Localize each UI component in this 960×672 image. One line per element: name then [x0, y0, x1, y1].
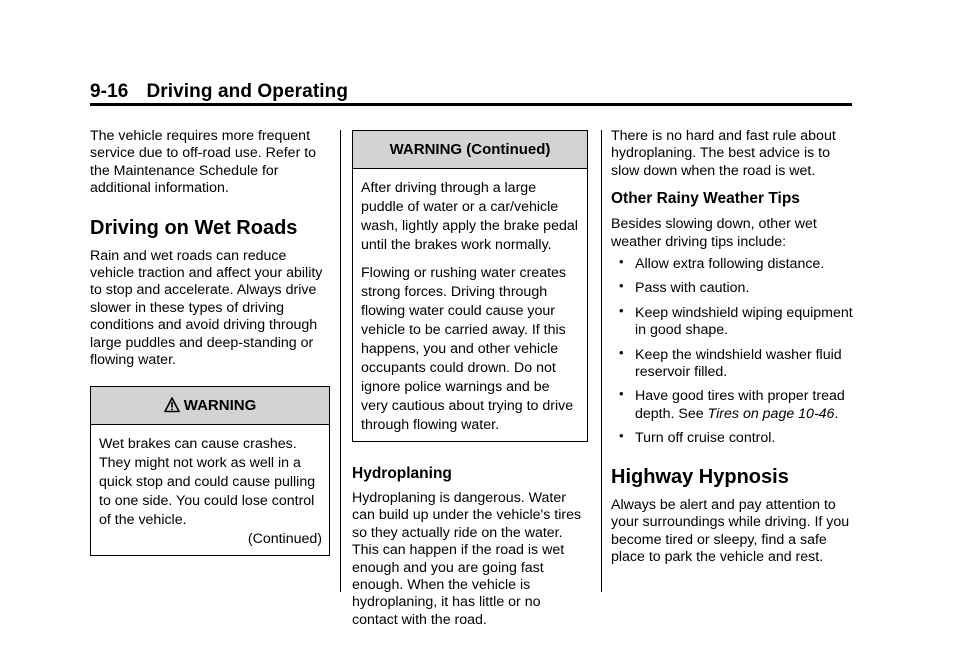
column-middle [352, 128, 588, 629]
warning-body [91, 425, 329, 555]
column-divider [340, 130, 341, 592]
warning-body [353, 169, 587, 441]
page-header [90, 81, 348, 103]
warning-header: WARNING (Continued) [353, 131, 587, 169]
continued-label: (Continued) [247, 531, 322, 548]
warning-box-continued [352, 130, 588, 442]
header-rule [90, 103, 852, 106]
warning-header [91, 387, 329, 425]
list-item: • Have good tires with proper tread depth. See Tires on page 10-46. [619, 386, 845, 422]
warning-paragraph: After driving through a large puddle of water or a car/vehicle wash, lightly apply the brake pedal until the brakes work normally. [361, 180, 578, 253]
list-item: • Pass with caution. [619, 278, 750, 297]
list-item: • Keep the windshield washer fluid reservoir filled. [619, 344, 842, 381]
warning-text: Wet brakes can cause crashes. They might not work as well in a quick stop and could cause pulling to one side. You could lose control of the vehicle. [99, 436, 316, 529]
list-item: • Allow extra following distance. [619, 254, 825, 273]
heading-wet-roads: Driving on Wet Roads [90, 216, 298, 239]
hydroplaning-advice: There is no hard and fast rule about hydroplaning. The best advice is to slow down when the road is wet. [611, 128, 836, 179]
column-right [611, 128, 856, 566]
wet-roads-paragraph: Rain and wet roads can reduce vehicle traction and affect your ability to stop and accelerate. Always drive slower in these types of driving conditions and avoid driving through large puddles and deep-standing or flowing water. [90, 247, 323, 369]
warning-box [90, 386, 330, 556]
list-item: • Keep windshield wiping equipment in good shape. [619, 302, 853, 339]
hydroplaning-paragraph: Hydroplaning is dangerous. Water can build up under the vehicle's tires so they actually ride on the water. This can happen if the road is wet enough and you are going fast enough. When the vehicle is hydroplaning, it has little or no contact with the road. [352, 490, 582, 628]
highway-hypnosis-paragraph: Always be alert and pay attention to your surroundings while driving. If you become tired or sleepy, find a safe place to park the vehicle and rest. [611, 496, 850, 565]
warning-title: WARNING [183, 397, 257, 415]
heading-rainy-tips: Other Rainy Weather Tips [611, 190, 800, 208]
rainy-tips-intro: Besides slowing down, other wet weather driving tips include: [611, 216, 817, 250]
column-left [90, 128, 330, 556]
tires-page-reference[interactable]: Tires on page 10-46 [707, 405, 835, 422]
list-item: • Turn off cruise control. [619, 428, 776, 447]
heading-highway-hypnosis: Highway Hypnosis [611, 465, 789, 488]
tips-list [611, 256, 856, 448]
page-number: 9-16 [90, 81, 129, 102]
intro-paragraph: The vehicle requires more frequent service due to off-road use. Refer to the Maintenance Schedule for additional information. [90, 128, 317, 197]
column-divider [601, 130, 602, 592]
warning-triangle-icon [164, 390, 180, 427]
heading-hydroplaning: Hydroplaning [352, 465, 452, 482]
section-title: Driving and Operating [146, 81, 349, 102]
warning-paragraph: Flowing or rushing water creates strong forces. Driving through flowing water could cause your vehicle to be carried away. If this happens, you and other vehicle occupants could drown. Do not ignore police warnings and be very cautious about trying to drive through flowing water. [361, 265, 574, 433]
